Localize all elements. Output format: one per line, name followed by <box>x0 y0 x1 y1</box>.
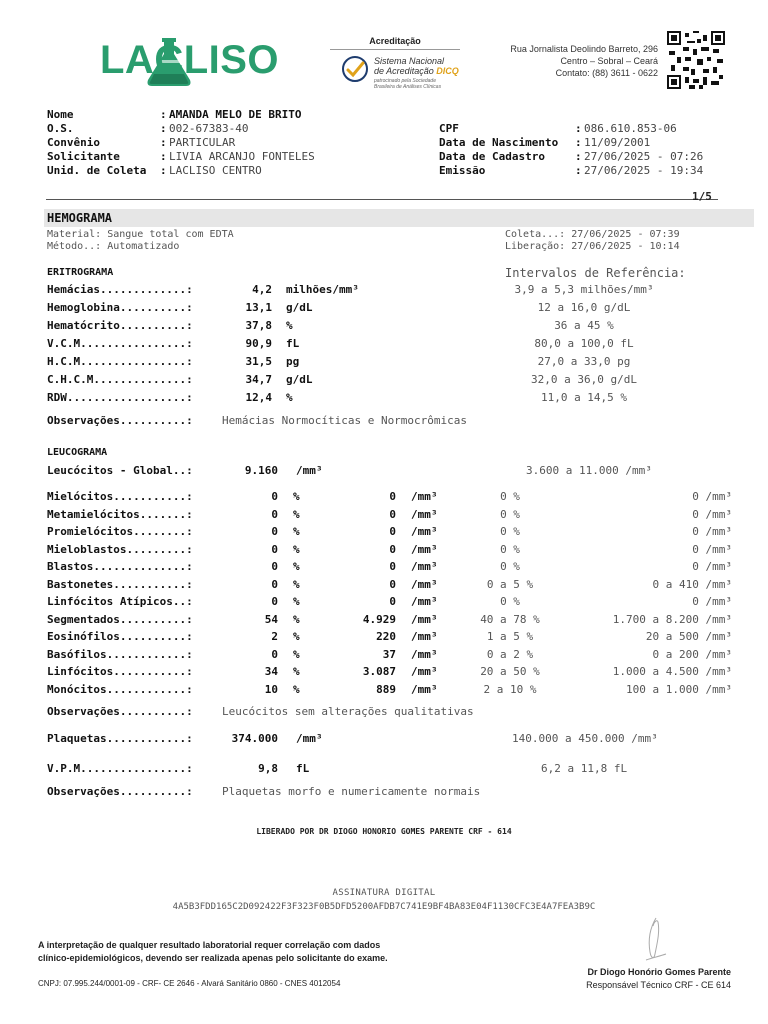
result-value: 37,8 <box>245 319 272 332</box>
leuko-percent-unit: % <box>293 682 300 696</box>
leuko-percent-unit: % <box>293 507 300 521</box>
leuko-ref-percent: 0 a 2 % <box>486 647 534 661</box>
leuko-absolute-unit: /mm³ <box>411 507 438 521</box>
leuko-percent: 0 <box>271 647 278 661</box>
result-value: 4,2 <box>252 283 272 296</box>
result-unit: g/dL <box>286 373 313 386</box>
leuko-label: Segmentados..........: <box>47 612 193 626</box>
leuko-absolute: 0 <box>389 560 396 573</box>
result-label: Hemácias.............: <box>47 283 193 296</box>
leuko-absolute: 37 <box>382 647 396 661</box>
patient-field-value: LIVIA ARCANJO FONTELES <box>169 150 315 163</box>
result-label: Hemoglobina..........: <box>47 301 193 314</box>
qr-code-icon <box>667 31 725 89</box>
result-reference: 12 a 16,0 g/dL <box>537 301 631 314</box>
leuko-percent: 54 <box>264 612 278 626</box>
leuko-ref-percent: 0 a 5 % <box>486 577 534 591</box>
plaquetas-value: 374.000 <box>231 732 278 745</box>
patient-field-label: O.S. <box>47 122 74 135</box>
leuko-absolute-unit: /mm³ <box>411 490 438 503</box>
result-reference: 32,0 a 36,0 g/dL <box>531 373 637 386</box>
leuko-ref-percent: 0 % <box>500 595 520 608</box>
leuko-ref-percent: 0 % <box>500 525 520 538</box>
vpm-unit: fL <box>296 762 310 775</box>
accreditation-title: Acreditação <box>369 36 421 46</box>
patient-field-value: 086.610.853-06 <box>584 122 677 135</box>
exam-collection-date: Coleta...: 27/06/2025 - 07:39 <box>505 229 680 240</box>
leucograma-title: LEUCOGRAMA <box>47 447 108 458</box>
exam-release-date: Liberação: 27/06/2025 - 10:14 <box>505 241 680 252</box>
leuko-percent-unit: % <box>293 595 300 608</box>
contact-phone: Contato: (88) 3611 - 0622 <box>555 68 658 78</box>
leuko-percent-unit: % <box>293 560 300 573</box>
patient-field-colon: : <box>575 122 582 135</box>
patient-field-label: Data de Cadastro <box>439 150 545 163</box>
handwritten-signature-icon <box>640 916 670 964</box>
leuko-label: Eosinófilos..........: <box>47 630 193 643</box>
leuko-absolute: 0 <box>389 490 396 503</box>
leuko-absolute: 0 <box>389 542 396 556</box>
leuko-label: Mieloblastos.........: <box>47 542 193 556</box>
result-value: 90,9 <box>245 337 272 350</box>
result-reference: 27,0 a 33,0 pg <box>537 355 631 368</box>
leuko-label: Monócitos............: <box>47 682 193 696</box>
result-label: C.H.C.M..............: <box>47 373 193 386</box>
eritrograma-obs-value: Hemácias Normocíticas e Normocrômicas <box>222 414 468 427</box>
leuko-label: Basófilos............: <box>47 647 193 661</box>
result-reference: 80,0 a 100,0 fL <box>534 337 634 350</box>
leuko-ref-absolute: 0 a 410 /mm³ <box>652 577 732 591</box>
leucograma-obs-value: Leucócitos sem alterações qualitativas <box>222 705 474 718</box>
accreditation-subtitle: patrocinado pela Sociedade Brasileira de Análises Clínicas <box>374 78 442 90</box>
result-value: 34,7 <box>245 373 272 386</box>
leuko-ref-percent: 2 a 10 % <box>483 682 537 696</box>
leuko-percent: 0 <box>271 507 278 521</box>
accreditation-name: Sistema Nacional de Acreditação DICQ <box>374 56 459 76</box>
result-unit: pg <box>286 355 300 368</box>
leuko-percent: 0 <box>271 525 278 538</box>
leuko-label: Mielócitos...........: <box>47 490 193 503</box>
result-unit: g/dL <box>286 301 313 314</box>
leuko-label: Linfócitos Atípicos..: <box>47 595 193 608</box>
leucocitos-global-label: Leucócitos - Global..: <box>47 464 193 477</box>
page-number: 1/5 <box>692 190 712 203</box>
eritrograma-title: ERITROGRAMA <box>47 267 114 278</box>
leuko-percent: 0 <box>271 595 278 608</box>
result-value: 12,4 <box>245 391 272 404</box>
result-unit: fL <box>286 337 300 350</box>
patient-field-colon: : <box>160 122 167 135</box>
result-unit: milhões/mm³ <box>286 283 359 296</box>
leuko-ref-absolute: 0 /mm³ <box>692 560 732 573</box>
leucocitos-global-unit: /mm³ <box>296 464 323 477</box>
leuko-percent-unit: % <box>293 612 300 626</box>
leuko-absolute-unit: /mm³ <box>411 647 438 661</box>
digital-signature-title: ASSINATURA DIGITAL <box>332 888 436 898</box>
patient-field-colon: : <box>160 150 167 163</box>
leuko-absolute: 889 <box>376 682 396 696</box>
leuko-ref-percent: 0 % <box>500 490 520 503</box>
leuko-absolute: 0 <box>389 595 396 608</box>
result-reference: 36 a 45 % <box>554 319 614 332</box>
digital-signature-hash: 4A5B3FDD165C2D092422F3F323F0B5DFD5200AFDB7C741E9BF4BA83E04F1130CFC3E4A7FEA3B9C <box>172 902 596 912</box>
leuko-percent-unit: % <box>293 577 300 591</box>
patient-field-colon: : <box>575 150 582 163</box>
leuko-ref-absolute: 0 /mm³ <box>692 542 732 556</box>
disclaimer-line-2: clínico-epidemiológicos, devendo ser realizada apenas pelo solicitante do exame. <box>38 953 388 963</box>
leuko-ref-absolute: 100 a 1.000 /mm³ <box>626 682 732 696</box>
cnpj-line: CNPJ: 07.995.244/0001-09 - CRF- CE 2646 - Alvará Sanitário 0860 - CNES 4012054 <box>38 979 341 988</box>
leucocitos-global-value: 9.160 <box>244 464 278 477</box>
patient-field-value: 27/06/2025 - 07:26 <box>584 150 704 163</box>
signer-role: Responsável Técnico CRF - CE 614 <box>586 980 731 990</box>
accreditation-divider <box>330 49 460 50</box>
patient-field-value: PARTICULAR <box>169 136 236 149</box>
leuko-absolute: 0 <box>389 525 396 538</box>
patient-field-label: Nome <box>47 108 74 121</box>
plaquetas-obs-value: Plaquetas morfo e numericamente normais <box>222 785 481 798</box>
leuko-ref-percent: 20 a 50 % <box>480 665 540 678</box>
result-label: V.C.M................: <box>47 337 193 350</box>
leuko-percent: 10 <box>264 682 278 696</box>
patient-field-value: 27/06/2025 - 19:34 <box>584 164 704 177</box>
leuko-percent-unit: % <box>293 647 300 661</box>
patient-field-value: 11/09/2001 <box>584 136 651 149</box>
signer-name: Dr Diogo Honório Gomes Parente <box>587 967 731 977</box>
leuko-percent: 2 <box>271 630 278 643</box>
patient-field-colon: : <box>160 136 167 149</box>
leuko-label: Bastonetes...........: <box>47 577 193 591</box>
vpm-ref: 6,2 a 11,8 fL <box>541 762 628 775</box>
leuko-absolute: 3.087 <box>362 665 396 678</box>
vpm-label: V.P.M................: <box>47 762 193 775</box>
result-unit: % <box>286 391 293 404</box>
disclaimer-line-1: A interpretação de qualquer resultado laboratorial requer correlação com dados <box>38 940 381 950</box>
exam-title: HEMOGRAMA <box>47 211 113 225</box>
leuko-ref-absolute: 1.700 a 8.200 /mm³ <box>612 612 732 626</box>
leuko-percent: 0 <box>271 577 278 591</box>
result-label: RDW..................: <box>47 391 193 404</box>
leuko-absolute: 220 <box>376 630 396 643</box>
leuko-ref-absolute: 0 /mm³ <box>692 525 732 538</box>
leuko-percent-unit: % <box>293 542 300 556</box>
patient-field-value: 002-67383-40 <box>169 122 249 135</box>
leuko-ref-percent: 1 a 5 % <box>486 630 534 643</box>
leuko-absolute-unit: /mm³ <box>411 560 438 573</box>
leuko-ref-percent: 0 % <box>500 507 520 521</box>
leuko-absolute-unit: /mm³ <box>411 612 438 626</box>
leuko-absolute-unit: /mm³ <box>411 577 438 591</box>
leuko-absolute: 0 <box>389 507 396 521</box>
patient-field-value: LACLISO CENTRO <box>169 164 262 177</box>
patient-field-label: Data de Nascimento <box>439 136 559 149</box>
leuko-ref-absolute: 0 a 200 /mm³ <box>652 647 732 661</box>
leuko-ref-percent: 0 % <box>500 542 520 556</box>
leucocitos-global-ref: 3.600 a 11.000 /mm³ <box>526 464 652 477</box>
leuko-label: Metamielócitos.......: <box>47 507 193 521</box>
dicq-seal-icon <box>340 54 370 84</box>
leuko-ref-absolute: 0 /mm³ <box>692 595 732 608</box>
leuko-percent-unit: % <box>293 665 300 678</box>
leuko-label: Linfócitos...........: <box>47 665 193 678</box>
leuko-absolute-unit: /mm³ <box>411 542 438 556</box>
lacliso-logo-text: LACLISO <box>100 38 280 82</box>
result-unit: % <box>286 319 293 332</box>
result-reference: 3,9 a 5,3 milhões/mm³ <box>514 283 654 296</box>
address-city: Centro – Sobral – Ceará <box>560 56 658 66</box>
patient-field-value: AMANDA MELO DE BRITO <box>169 108 302 121</box>
exam-method: Método..: Automatizado <box>47 241 180 252</box>
leuko-absolute-unit: /mm³ <box>411 630 438 643</box>
patient-field-label: Emissão <box>439 164 486 177</box>
leuko-ref-percent: 40 a 78 % <box>480 612 540 626</box>
leuko-ref-absolute: 1.000 a 4.500 /mm³ <box>612 665 732 678</box>
leuko-ref-percent: 0 % <box>500 560 520 573</box>
leuko-percent-unit: % <box>293 490 300 503</box>
header-rule <box>46 199 718 200</box>
leuko-ref-absolute: 20 a 500 /mm³ <box>645 630 732 643</box>
leuko-absolute-unit: /mm³ <box>411 595 438 608</box>
result-value: 13,1 <box>245 301 272 314</box>
patient-field-label: Solicitante <box>47 150 120 163</box>
section-bar <box>44 209 754 227</box>
patient-field-colon: : <box>575 164 582 177</box>
leuko-ref-absolute: 0 /mm³ <box>692 490 732 503</box>
plaquetas-unit: /mm³ <box>296 732 323 745</box>
leuko-percent-unit: % <box>293 525 300 538</box>
address-line: Rua Jornalista Deolindo Barreto, 296 <box>510 44 658 54</box>
reference-intervals-title: Intervalos de Referência: <box>505 266 686 280</box>
vpm-value: 9,8 <box>258 762 278 775</box>
leuko-absolute-unit: /mm³ <box>411 665 438 678</box>
eritrograma-obs-label: Observações..........: <box>47 414 193 427</box>
patient-field-label: Convênio <box>47 136 100 149</box>
patient-field-label: Unid. de Coleta <box>47 164 147 177</box>
patient-field-colon: : <box>160 108 167 121</box>
plaquetas-label: Plaquetas............: <box>47 732 193 745</box>
patient-field-colon: : <box>575 136 582 149</box>
patient-field-label: CPF <box>439 122 459 135</box>
leuko-percent: 34 <box>264 665 278 678</box>
leuko-percent: 0 <box>271 560 278 573</box>
plaquetas-obs-label: Observações..........: <box>47 785 193 798</box>
leuko-absolute-unit: /mm³ <box>411 682 438 696</box>
result-label: H.C.M................: <box>47 355 193 368</box>
result-label: Hematócrito..........: <box>47 319 193 332</box>
leuko-percent-unit: % <box>293 630 300 643</box>
leuko-absolute: 4.929 <box>362 612 396 626</box>
result-value: 31,5 <box>245 355 272 368</box>
leuko-percent: 0 <box>271 542 278 556</box>
exam-material: Material: Sangue total com EDTA <box>47 229 234 240</box>
released-by: LIBERADO POR DR DIOGO HONORIO GOMES PARENTE CRF - 614 <box>256 827 512 836</box>
patient-field-colon: : <box>160 164 167 177</box>
leucograma-obs-label: Observações..........: <box>47 705 193 718</box>
leuko-ref-absolute: 0 /mm³ <box>692 507 732 521</box>
leuko-absolute-unit: /mm³ <box>411 525 438 538</box>
leuko-percent: 0 <box>271 490 278 503</box>
leuko-label: Blastos..............: <box>47 560 193 573</box>
result-reference: 11,0 a 14,5 % <box>540 391 628 404</box>
leuko-label: Promielócitos........: <box>47 525 193 538</box>
plaquetas-ref: 140.000 a 450.000 /mm³ <box>512 732 658 745</box>
leuko-absolute: 0 <box>389 577 396 591</box>
